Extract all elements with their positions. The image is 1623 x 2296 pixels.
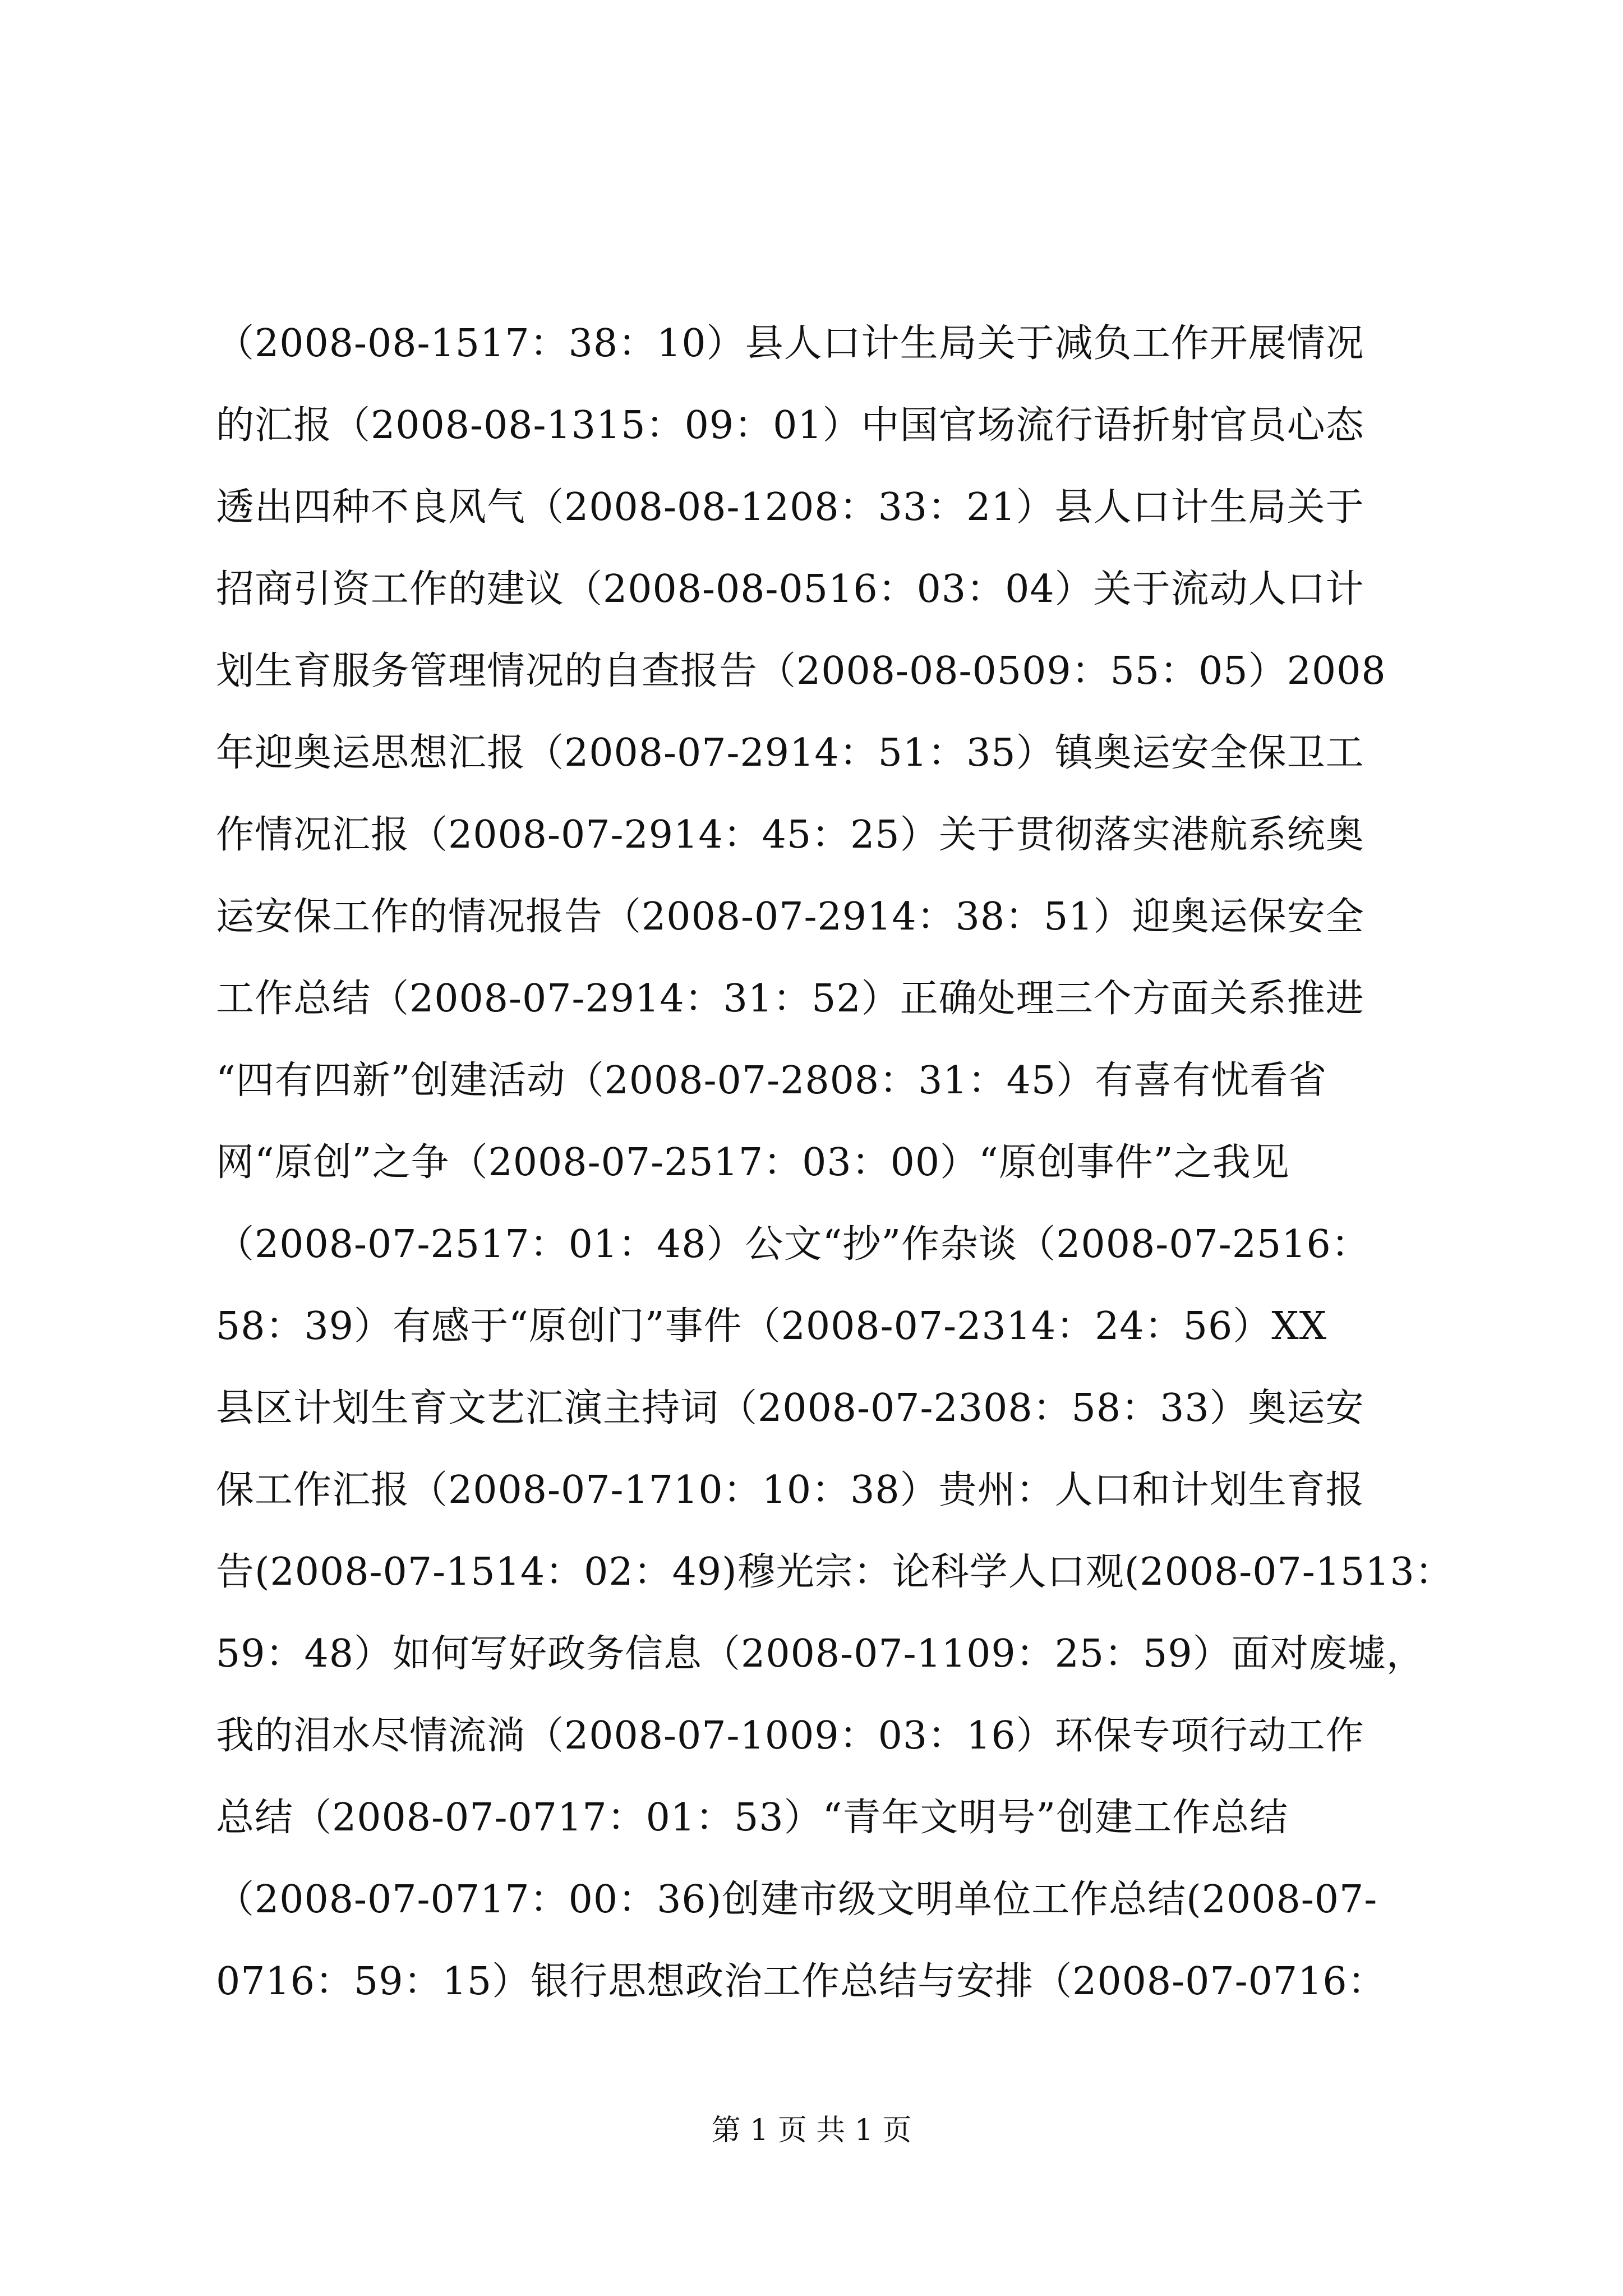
body-line: 总结（2008-07-0717：01：53）“青年文明号”创建工作总结	[216, 1796, 1289, 1840]
body-line: 工作总结（2008-07-2914：31：52）正确处理三个方面关系推进	[216, 977, 1364, 1021]
body-line: 的汇报（2008-08-1315：09：01）中国官场流行语折射官员心态	[216, 403, 1364, 448]
body-line: （2008-07-2517：01：48）公文“抄”作杂谈（2008-07-2516：	[216, 1222, 1370, 1267]
body-line: 网“原创”之争（2008-07-2517：03：00）“原创事件”之我见	[216, 1140, 1290, 1185]
body-line: 县区计划生育文艺汇演主持词（2008-07-2308：58：33）奥运安	[216, 1386, 1364, 1430]
body-line: 告(2008-07-1514：02：49)穆光宗：论科学人口观(2008-07-1513：	[216, 1550, 1454, 1594]
body-line: 划生育服务管理情况的自查报告（2008-08-0509：55：05）2008	[216, 649, 1386, 693]
body-line: 保工作汇报（2008-07-1710：10：38）贵州：人口和计划生育报	[216, 1468, 1364, 1512]
body-line: 作情况汇报（2008-07-2914：45：25）关于贯彻落实港航系统奥	[216, 813, 1364, 857]
page-number: 第 1 页 共 1 页	[711, 2114, 912, 2147]
body-line: （2008-08-1517：38：10）县人口计生局关于减负工作开展情况	[216, 321, 1364, 366]
page-footer	[0, 2106, 1623, 2148]
body-line: 我的泪水尽情流淌（2008-07-1009：03：16）环保专项行动工作	[216, 1714, 1364, 1758]
body-line: 59：48）如何写好政务信息（2008-07-1109：25：59）面对废墟，	[216, 1632, 1425, 1676]
body-line: 招商引资工作的建议（2008-08-0516：03：04）关于流动人口计	[216, 567, 1364, 611]
document-body	[216, 303, 1454, 2023]
body-line: 运安保工作的情况报告（2008-07-2914：38：51）迎奥运保安全	[216, 895, 1364, 939]
body-line: 0716：59：15）银行思想政治工作总结与安排（2008-07-0716：	[216, 1959, 1386, 2004]
body-line: （2008-07-0717：00：36)创建市级文明单位工作总结(2008-07-	[216, 1878, 1378, 1922]
body-line: 透出四种不良风气（2008-08-1208：33：21）县人口计生局关于	[216, 485, 1364, 530]
body-line: 58：39）有感于“原创门”事件（2008-07-2314：24：56）XX	[216, 1304, 1327, 1349]
body-line: “四有四新”创建活动（2008-07-2808：31：45）有喜有忧看省	[216, 1059, 1327, 1103]
body-line: 年迎奥运思想汇报（2008-07-2914：51：35）镇奥运安全保卫工	[216, 731, 1364, 775]
